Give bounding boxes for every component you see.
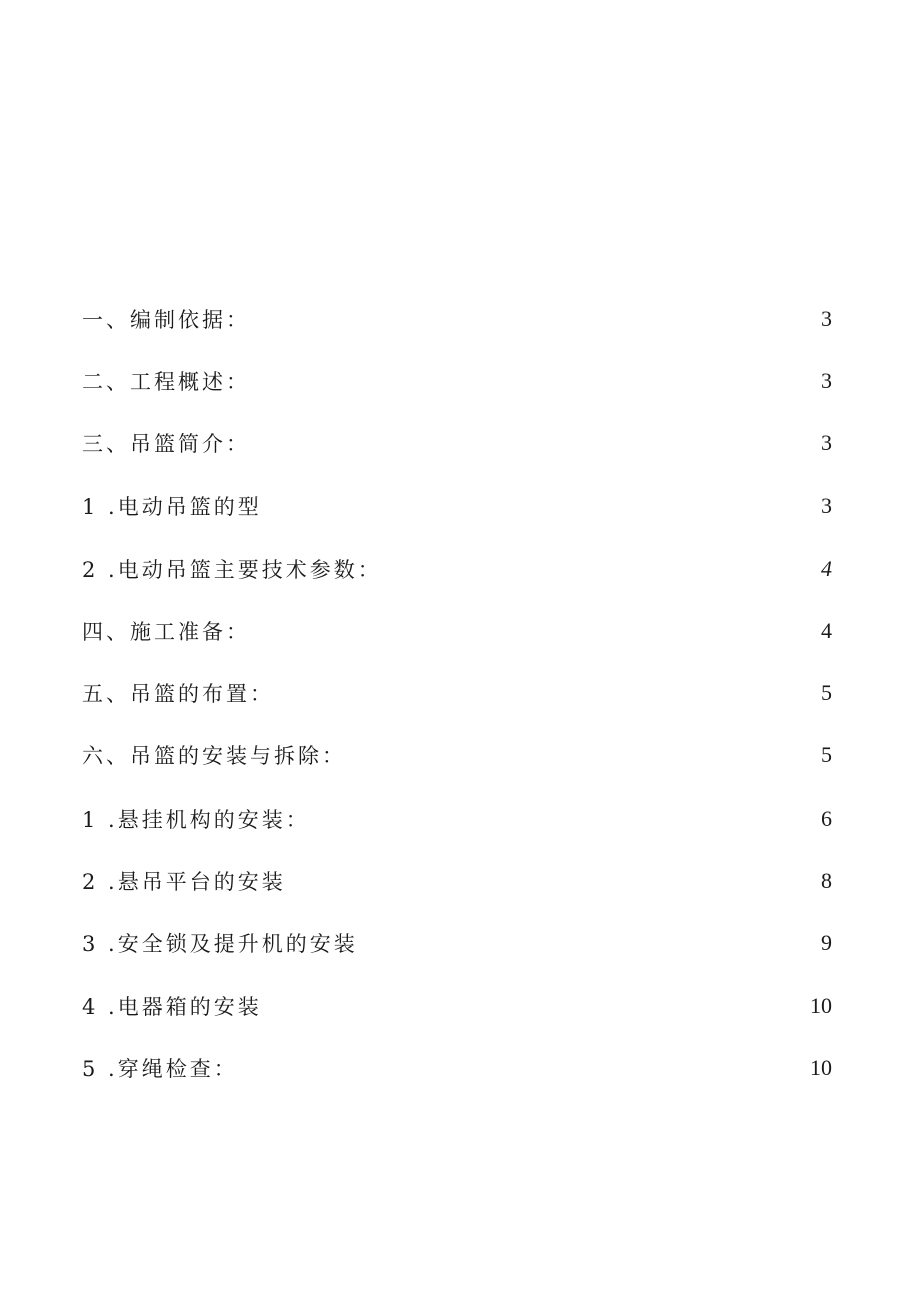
toc-entry[interactable] <box>82 799 832 839</box>
toc-entry[interactable] <box>82 299 832 339</box>
toc-entry-title: 2 .悬吊平台的安装 <box>82 870 286 894</box>
toc-entry-page: 3 <box>821 306 832 331</box>
toc-entry-page: 5 <box>821 742 832 767</box>
toc-entry[interactable] <box>82 549 832 589</box>
toc-entry-title: 三、吊篮简介： <box>82 432 250 456</box>
toc-entry[interactable] <box>82 611 832 651</box>
toc-entry[interactable] <box>82 923 832 963</box>
toc-entry-page: 4 <box>821 618 832 643</box>
toc-entry-title: 5 .穿绳检查： <box>82 1057 238 1081</box>
toc-entry-title: 1 .悬挂机构的安装： <box>82 808 310 832</box>
toc-entry[interactable] <box>82 673 832 713</box>
toc-entry[interactable] <box>82 361 832 401</box>
toc-entry-title: 3 .安全锁及提升机的安装 <box>82 932 358 956</box>
toc-entry-title: 4 .电器箱的安装 <box>82 995 262 1019</box>
toc-entry[interactable] <box>82 861 832 901</box>
toc-entry-title: 五、吊篮的布置： <box>82 682 274 706</box>
toc-entry-page: 3 <box>821 430 832 455</box>
toc-entry[interactable] <box>82 986 832 1026</box>
toc-entry-page: 5 <box>821 680 832 705</box>
toc-entry[interactable] <box>82 735 832 775</box>
toc-entry-title: 一、编制依据： <box>82 308 250 332</box>
toc-entry-page: 6 <box>821 806 832 831</box>
toc-entry-title: 二、工程概述： <box>82 370 250 394</box>
toc-entry-page: 4 <box>821 556 832 581</box>
toc-entry[interactable] <box>82 486 832 526</box>
toc-entry-page: 10 <box>810 1055 832 1080</box>
toc-entry[interactable] <box>82 1048 832 1088</box>
toc-entry-page: 8 <box>821 868 832 893</box>
toc-entry-page: 9 <box>821 930 832 955</box>
toc-entry[interactable] <box>82 423 832 463</box>
toc-entry-title: 四、施工准备： <box>82 620 250 644</box>
toc-entry-title: 六、吊篮的安装与拆除： <box>82 744 346 768</box>
toc-entry-title: 2 .电动吊篮主要技术参数： <box>82 558 382 582</box>
toc-entry-page: 10 <box>810 993 832 1018</box>
toc-entry-page: 3 <box>821 368 832 393</box>
toc-entry-title: 1 .电动吊篮的型 <box>82 495 262 519</box>
toc-entry-page: 3 <box>821 493 832 518</box>
